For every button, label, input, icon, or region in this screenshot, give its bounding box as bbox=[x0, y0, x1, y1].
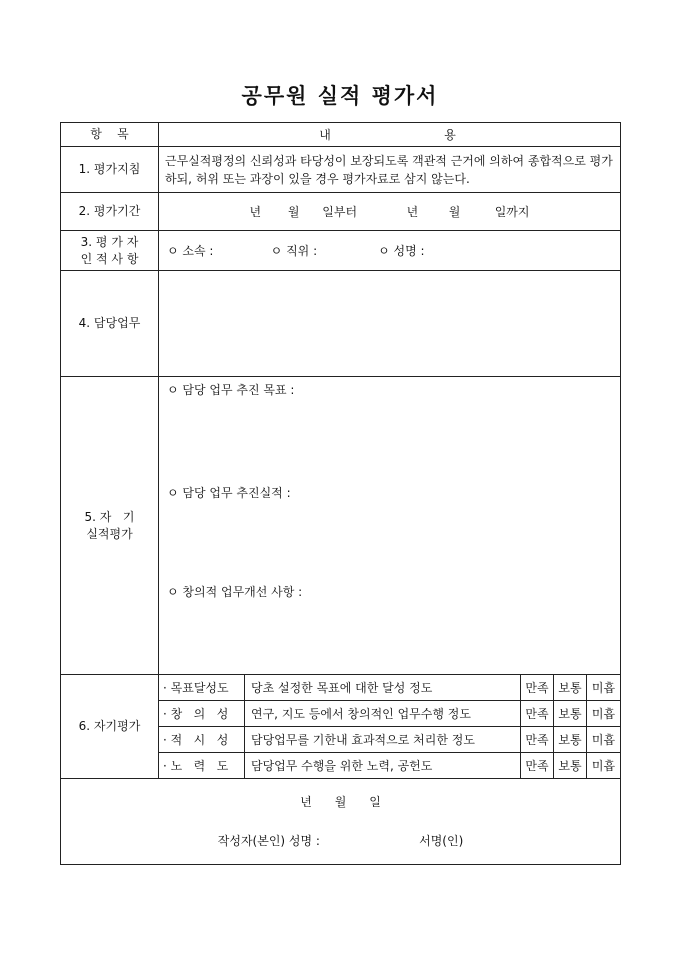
personal-info-label bbox=[61, 231, 159, 271]
period-label: 2. 평가기간 bbox=[61, 193, 159, 231]
personal-info-label-line2: 인 적 사 항 bbox=[80, 251, 139, 266]
grade-average[interactable]: 보통 bbox=[554, 701, 587, 727]
grade-satisfied[interactable]: 만족 bbox=[521, 753, 554, 779]
self-eval-field[interactable] bbox=[159, 377, 621, 675]
grade-insufficient[interactable]: 미흡 bbox=[587, 701, 621, 727]
self-assessment-label: 6. 자기평가 bbox=[61, 675, 159, 779]
self-eval-label bbox=[61, 377, 159, 675]
footer-date[interactable]: 년 월 일 bbox=[300, 795, 381, 809]
goal-item: ㅇ 담당 업무 추진 목표 : bbox=[167, 383, 295, 397]
evaluation-form-table bbox=[60, 122, 621, 865]
evaluation-row bbox=[61, 675, 621, 701]
period-text[interactable]: 년 월 일부터 년 월 일까지 bbox=[159, 193, 621, 231]
criterion-effort: · 노 력 도 bbox=[159, 753, 245, 779]
criterion-timeliness-description: 담당업무를 기한내 효과적으로 처리한 정도 bbox=[245, 727, 521, 753]
footer-cell bbox=[61, 779, 621, 865]
grade-average[interactable]: 보통 bbox=[554, 727, 587, 753]
criterion-creativity: · 창 의 성 bbox=[159, 701, 245, 727]
guideline-text: 근무실적평정의 신뢰성과 타당성이 보장되도록 객관적 근거에 의하여 종합적으로 평가하되, 허위 또는 과장이 있을 경우 평가자료로 삼지 않는다. bbox=[159, 147, 621, 193]
footer-row bbox=[61, 779, 621, 865]
criterion-goal-description: 당초 설정한 목표에 대한 달성 정도 bbox=[245, 675, 521, 701]
criterion-effort-description: 담당업무 수행을 위한 노력, 공헌도 bbox=[245, 753, 521, 779]
criterion-timeliness: · 적 시 성 bbox=[159, 727, 245, 753]
guideline-row bbox=[61, 147, 621, 193]
personal-info-label-line1: 3. 평 가 자 bbox=[80, 234, 139, 249]
self-eval-label-line2: 실적평가 bbox=[86, 526, 133, 541]
grade-insufficient[interactable]: 미흡 bbox=[587, 727, 621, 753]
header-content-label: 내 용 bbox=[159, 123, 621, 147]
criterion-creativity-description: 연구, 지도 등에서 창의적인 업무수행 정도 bbox=[245, 701, 521, 727]
grade-insufficient[interactable]: 미흡 bbox=[587, 675, 621, 701]
duties-field[interactable] bbox=[159, 271, 621, 377]
grade-satisfied[interactable]: 만족 bbox=[521, 727, 554, 753]
duties-label: 4. 담당업무 bbox=[61, 271, 159, 377]
document-title: 공무원 실적 평가서 bbox=[241, 83, 439, 108]
grade-average[interactable]: 보통 bbox=[554, 675, 587, 701]
criterion-goal: · 목표달성도 bbox=[159, 675, 245, 701]
self-eval-row bbox=[61, 377, 621, 675]
personal-info-row bbox=[61, 231, 621, 271]
grade-average[interactable]: 보통 bbox=[554, 753, 587, 779]
personal-info-fields[interactable]: ㅇ 소속 : ㅇ 직위 : ㅇ 성명 : bbox=[159, 231, 621, 271]
achievement-item: ㅇ 담당 업무 추진실적 : bbox=[167, 486, 291, 500]
grade-satisfied[interactable]: 만족 bbox=[521, 675, 554, 701]
guideline-label: 1. 평가지침 bbox=[61, 147, 159, 193]
grade-satisfied[interactable]: 만족 bbox=[521, 701, 554, 727]
header-item-label: 항 목 bbox=[61, 123, 159, 147]
duties-row bbox=[61, 271, 621, 377]
header-row bbox=[61, 123, 621, 147]
self-eval-label-line1: 5. 자 기 bbox=[84, 509, 135, 524]
footer-signature[interactable]: 작성자(본인) 성명 : 서명(인) bbox=[217, 834, 464, 848]
period-row bbox=[61, 193, 621, 231]
grade-insufficient[interactable]: 미흡 bbox=[587, 753, 621, 779]
improvement-item: ㅇ 창의적 업무개선 사항 : bbox=[167, 585, 303, 599]
